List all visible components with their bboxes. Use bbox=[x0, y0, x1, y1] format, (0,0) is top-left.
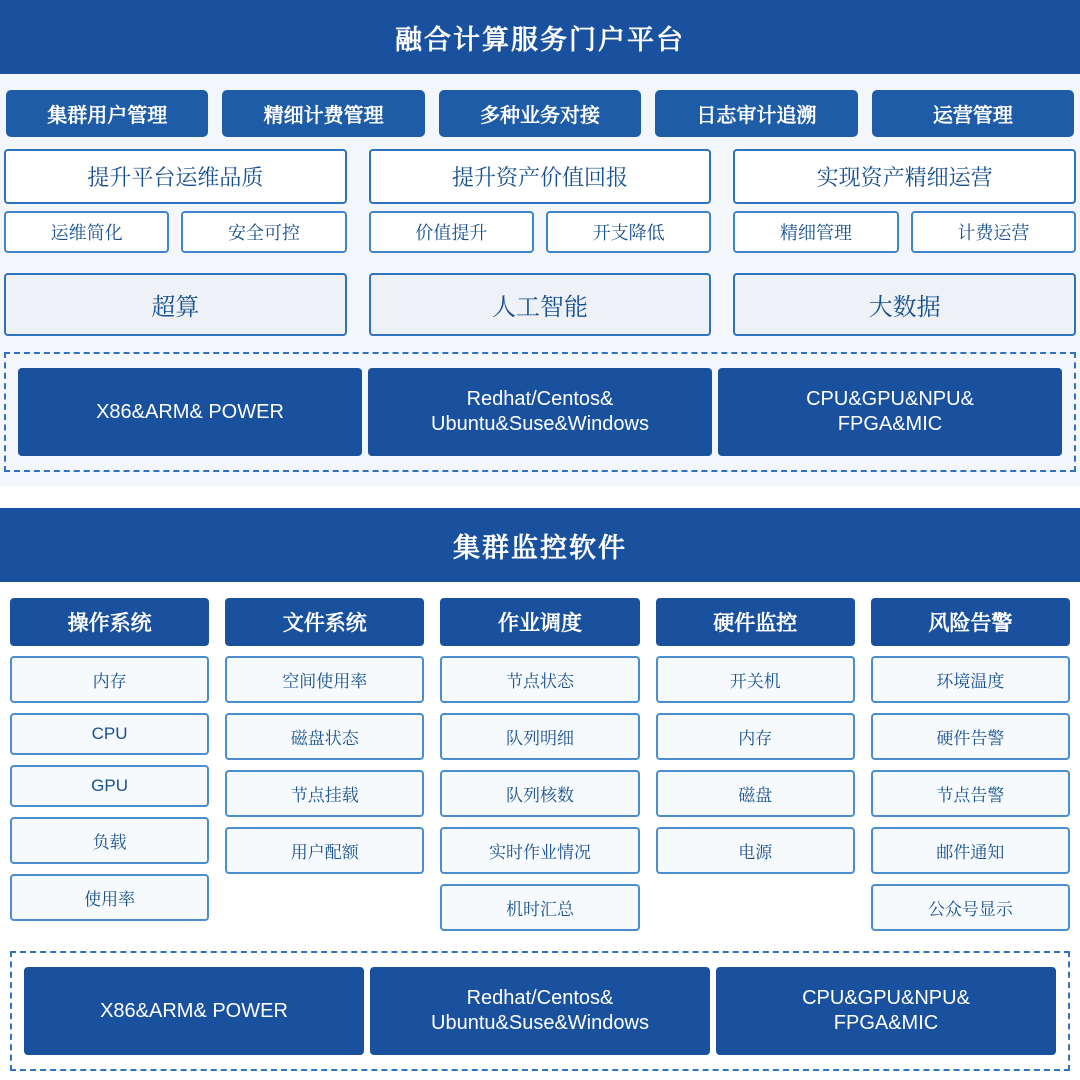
infrastructure-item: CPU&GPU&NPU& FPGA&MIC bbox=[716, 967, 1056, 1055]
monitor-column-scheduling bbox=[440, 598, 639, 931]
goal-sub-item: 精细管理 bbox=[733, 211, 898, 253]
platform-infrastructure-group bbox=[4, 352, 1076, 472]
capability-item[interactable]: 精细计费管理 bbox=[222, 90, 424, 137]
column-item[interactable]: 磁盘状态 bbox=[225, 713, 424, 760]
monitor-title: 集群监控软件 bbox=[0, 508, 1080, 582]
infrastructure-item: Redhat/Centos& Ubuntu&Suse&Windows bbox=[370, 967, 710, 1055]
goal-title: 提升资产价值回报 bbox=[369, 149, 712, 204]
column-item[interactable]: 负载 bbox=[10, 817, 209, 864]
goal-group bbox=[369, 149, 712, 253]
column-item[interactable]: CPU bbox=[10, 713, 209, 755]
column-item[interactable]: GPU bbox=[10, 765, 209, 807]
column-item[interactable]: 空间使用率 bbox=[225, 656, 424, 703]
workload-item: 大数据 bbox=[733, 273, 1076, 336]
infrastructure-item: X86&ARM& POWER bbox=[18, 368, 362, 456]
column-item[interactable]: 队列明细 bbox=[440, 713, 639, 760]
infrastructure-item: X86&ARM& POWER bbox=[24, 967, 364, 1055]
infrastructure-row bbox=[24, 967, 1056, 1055]
column-item[interactable]: 磁盘 bbox=[656, 770, 855, 817]
monitor-column-hardware bbox=[656, 598, 855, 931]
monitor-column-os bbox=[10, 598, 209, 931]
column-header: 作业调度 bbox=[440, 598, 639, 646]
column-item[interactable]: 环境温度 bbox=[871, 656, 1070, 703]
platform-title: 融合计算服务门户平台 bbox=[0, 0, 1080, 74]
column-item[interactable]: 硬件告警 bbox=[871, 713, 1070, 760]
monitor-panel bbox=[0, 508, 1080, 1080]
column-item[interactable]: 邮件通知 bbox=[871, 827, 1070, 874]
column-item[interactable]: 使用率 bbox=[10, 874, 209, 921]
goal-sub-row bbox=[733, 211, 1076, 253]
monitor-infrastructure-group bbox=[10, 951, 1070, 1071]
monitor-column-alerts bbox=[871, 598, 1070, 931]
workload-item: 人工智能 bbox=[369, 273, 712, 336]
section-divider bbox=[0, 486, 1080, 508]
platform-panel bbox=[0, 0, 1080, 486]
workload-item: 超算 bbox=[4, 273, 347, 336]
column-item[interactable]: 内存 bbox=[656, 713, 855, 760]
platform-workload-row bbox=[0, 253, 1080, 346]
column-item[interactable]: 节点状态 bbox=[440, 656, 639, 703]
goal-title: 实现资产精细运营 bbox=[733, 149, 1076, 204]
goal-sub-item: 开支降低 bbox=[546, 211, 711, 253]
column-item[interactable]: 电源 bbox=[656, 827, 855, 874]
goal-group bbox=[733, 149, 1076, 253]
capability-item[interactable]: 集群用户管理 bbox=[6, 90, 208, 137]
goal-group bbox=[4, 149, 347, 253]
capability-item[interactable]: 多种业务对接 bbox=[439, 90, 641, 137]
column-header: 文件系统 bbox=[225, 598, 424, 646]
column-item[interactable]: 内存 bbox=[10, 656, 209, 703]
column-header: 操作系统 bbox=[10, 598, 209, 646]
goal-sub-item: 价值提升 bbox=[369, 211, 534, 253]
column-item[interactable]: 开关机 bbox=[656, 656, 855, 703]
column-item[interactable]: 队列核数 bbox=[440, 770, 639, 817]
platform-goal-row bbox=[0, 143, 1080, 253]
column-item[interactable]: 机时汇总 bbox=[440, 884, 639, 931]
goal-sub-row bbox=[369, 211, 712, 253]
column-header: 风险告警 bbox=[871, 598, 1070, 646]
capability-item[interactable]: 运营管理 bbox=[872, 90, 1074, 137]
platform-capability-row bbox=[0, 74, 1080, 143]
goal-sub-item: 计费运营 bbox=[911, 211, 1076, 253]
goal-title: 提升平台运维品质 bbox=[4, 149, 347, 204]
goal-sub-item: 运维简化 bbox=[4, 211, 169, 253]
infrastructure-item: CPU&GPU&NPU& FPGA&MIC bbox=[718, 368, 1062, 456]
column-item[interactable]: 节点挂载 bbox=[225, 770, 424, 817]
column-item[interactable]: 公众号显示 bbox=[871, 884, 1070, 931]
goal-sub-item: 安全可控 bbox=[181, 211, 346, 253]
monitor-column-filesystem bbox=[225, 598, 424, 931]
column-item[interactable]: 实时作业情况 bbox=[440, 827, 639, 874]
infrastructure-row bbox=[18, 368, 1062, 456]
column-item[interactable]: 用户配额 bbox=[225, 827, 424, 874]
infrastructure-item: Redhat/Centos& Ubuntu&Suse&Windows bbox=[368, 368, 712, 456]
column-item[interactable]: 节点告警 bbox=[871, 770, 1070, 817]
monitor-columns bbox=[0, 582, 1080, 937]
capability-item[interactable]: 日志审计追溯 bbox=[655, 90, 857, 137]
goal-sub-row bbox=[4, 211, 347, 253]
column-header: 硬件监控 bbox=[656, 598, 855, 646]
